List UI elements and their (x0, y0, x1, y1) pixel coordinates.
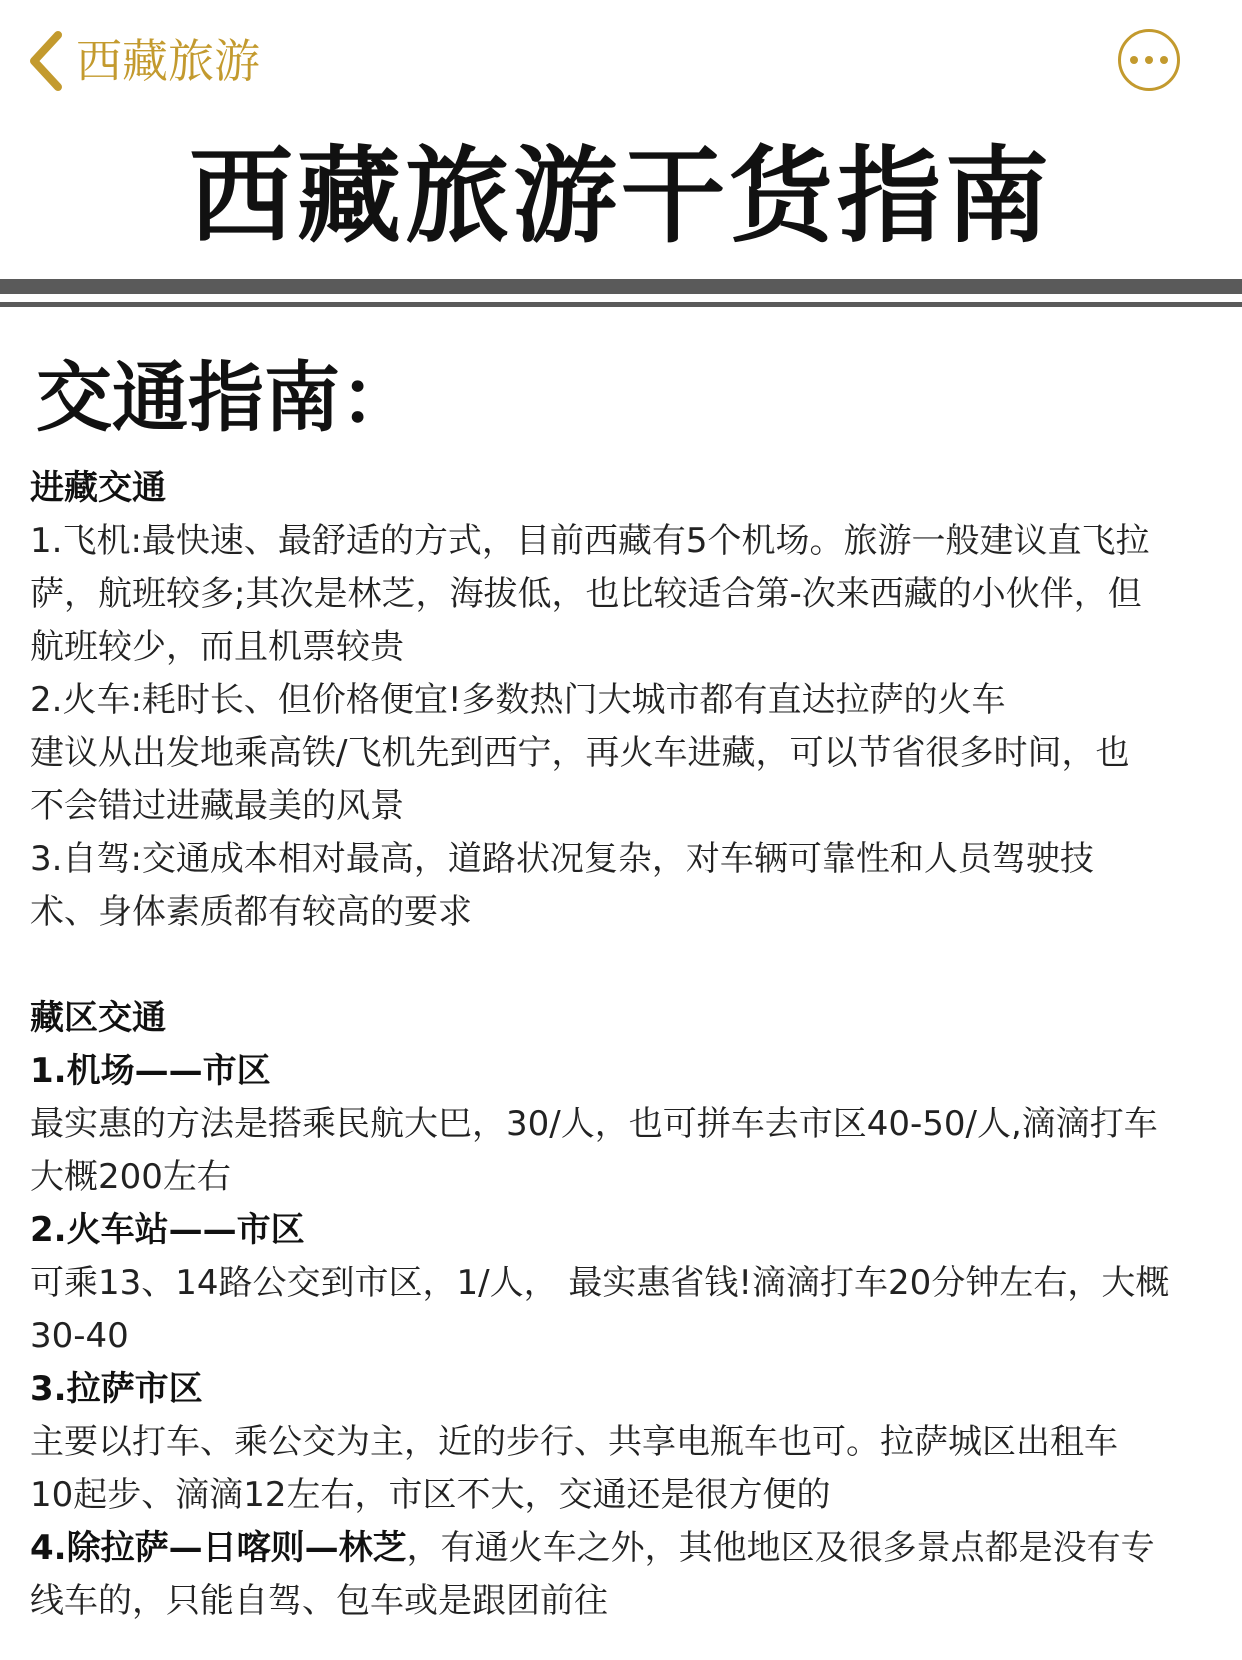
inline-text: ，有通火车之外，其他地区及很多景点都是没有专 (406, 1528, 1155, 1568)
paragraph-line: 最实惠的方法是搭乘民航大巴，30/人，也可拼车去市区40-50/人,滴滴打车 (30, 1104, 1158, 1144)
back-label: 西藏旅游 (76, 34, 260, 88)
subsection-heading: 藏区交通 (30, 998, 166, 1038)
paragraph-line: 航班较少，而且机票较贵 (30, 627, 404, 667)
chevron-left-icon (26, 29, 66, 93)
paragraph-line: 大概200左右 (30, 1157, 231, 1197)
more-dots-icon (1145, 56, 1153, 64)
item-title-other: 4.除拉萨—日喀则—林芝 (30, 1528, 407, 1568)
paragraph-line: 30-40 (30, 1316, 129, 1356)
paragraph-line: 术、身体素质都有较高的要求 (30, 892, 472, 932)
paragraph-line: 建议从出发地乘高铁/飞机先到西宁，再火车进藏，可以节省很多时间，也 (30, 733, 1130, 773)
item-title-station: 2.火车站——市区 (30, 1210, 305, 1250)
paragraph-line: 3.自驾:交通成本相对最高，道路状况复杂，对车辆可靠性和人员驾驶技 (30, 839, 1094, 879)
article-body (30, 462, 1215, 1628)
section-heading: 交通指南： (36, 353, 416, 442)
paragraph-line: 2.火车:耗时长、但价格便宜!多数热门大城市都有直达拉萨的火车 (30, 680, 1006, 720)
spacer (30, 939, 1215, 992)
nav-bar (0, 0, 1242, 120)
page-title: 西藏旅游干货指南 (188, 135, 1053, 257)
more-dots-icon (1130, 56, 1138, 64)
more-button[interactable] (1118, 29, 1180, 91)
back-button[interactable] (26, 24, 260, 98)
paragraph-line (30, 1522, 1215, 1575)
divider (0, 279, 1242, 294)
item-title-city: 3.拉萨市区 (30, 1369, 203, 1409)
paragraph-line: 萨，航班较多;其次是林芝，海拔低，也比较适合第-次来西藏的小伙伴，但 (30, 574, 1142, 614)
divider (0, 302, 1242, 307)
item-title-airport: 1.机场——市区 (30, 1051, 271, 1091)
paragraph-line: 线车的，只能自驾、包车或是跟团前往 (30, 1581, 608, 1621)
paragraph-line: 主要以打车、乘公交为主，近的步行、共享电瓶车也可。拉萨城区出租车 (30, 1422, 1118, 1462)
paragraph-line: 不会错过进藏最美的风景 (30, 786, 404, 826)
paragraph-line: 1.飞机:最快速、最舒适的方式，目前西藏有5个机场。旅游一般建议直飞拉 (30, 521, 1150, 561)
subsection-heading: 进藏交通 (30, 468, 166, 508)
more-dots-icon (1160, 56, 1168, 64)
paragraph-line: 10起步、滴滴12左右，市区不大，交通还是很方便的 (30, 1475, 831, 1515)
paragraph-line: 可乘13、14路公交到市区，1/人， 最实惠省钱!滴滴打车20分钟左右，大概 (30, 1263, 1170, 1303)
